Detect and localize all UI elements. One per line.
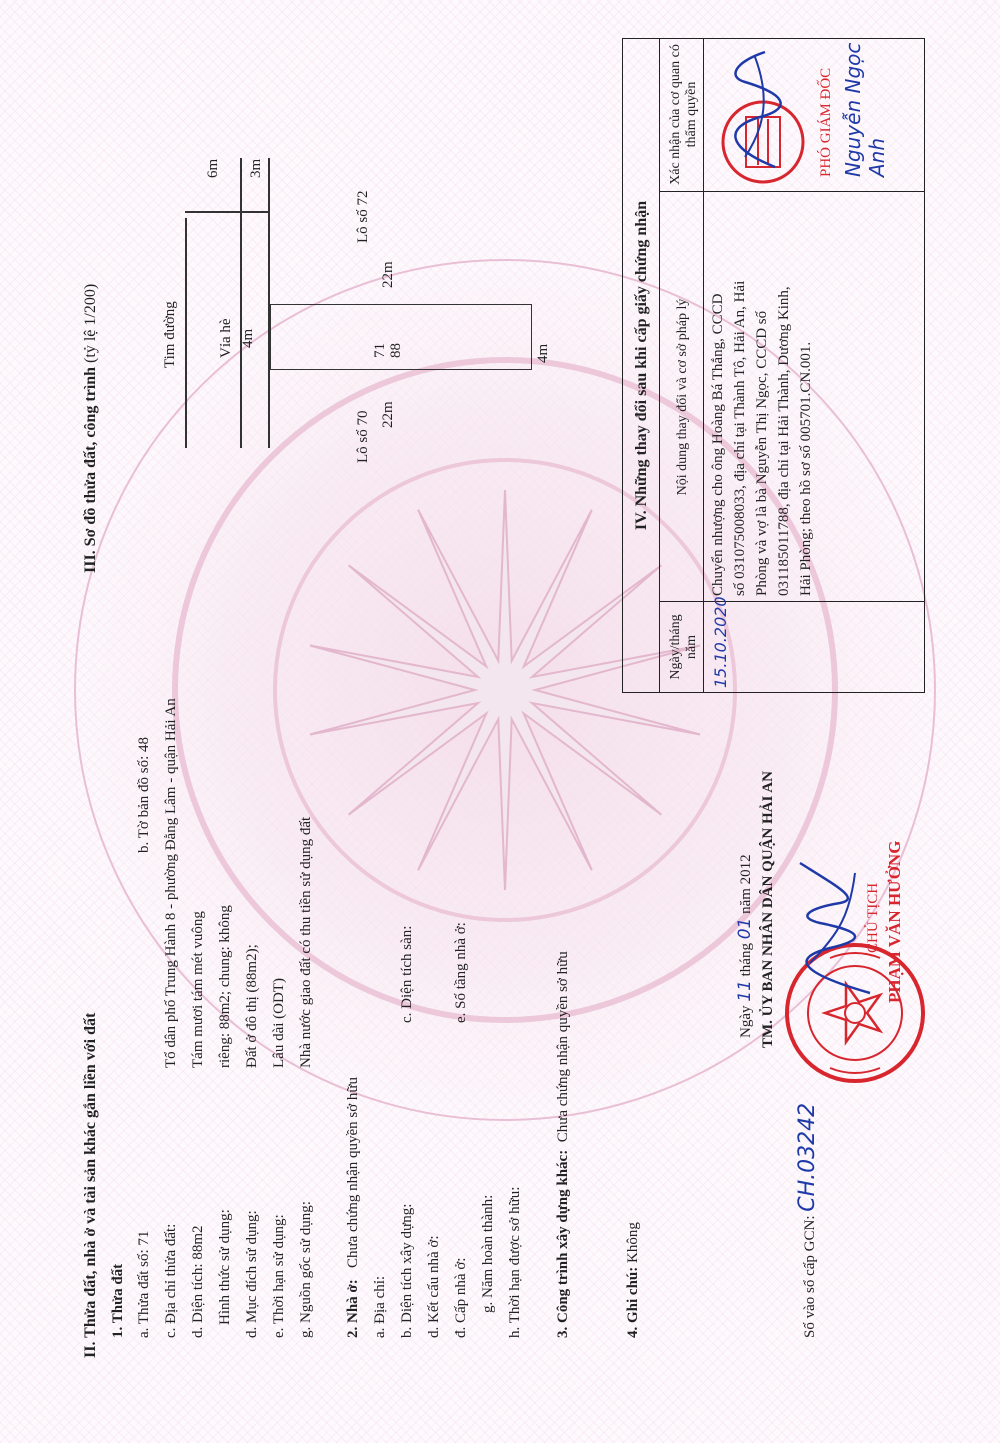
road-center-line bbox=[185, 218, 187, 448]
change-content: Chuyển nhượng cho ông Hoàng Bá Thắng, CCCD số 031075008033, địa chỉ tại Thành Tô, Hải An, Hải Phòng và vợ là bà Nguyễn Thị Ngọc, CCCD số 031185011788, địa chỉ tại Hải Thành, Dương Kinh, Hải Phòng; theo hồ sơ số 005701.CN.001. bbox=[710, 280, 814, 596]
lot-id: 71 88 bbox=[372, 343, 404, 358]
road-label: Tim đường bbox=[162, 301, 178, 368]
completion-year-label: g. Năm hoàn thành: bbox=[480, 1194, 496, 1313]
col-confirm-header: Xác nhận của cơ quan có thẩm quyền bbox=[668, 44, 699, 185]
use-form-value: riêng: 88m2; chung: không bbox=[217, 905, 233, 1068]
house-heading: 2. Nhà ở: Chưa chứng nhận quyền sở hữu bbox=[345, 1076, 361, 1338]
issue-date: Ngày 11 tháng 01 năm 2012 bbox=[735, 854, 755, 1038]
structure-label: d. Kết cấu nhà ở: bbox=[426, 1235, 442, 1338]
address-label: c. Địa chỉ thửa đất: bbox=[163, 1223, 179, 1338]
col-date-header: Ngày/tháng năm bbox=[668, 614, 699, 680]
lot-71-outline bbox=[270, 304, 532, 370]
origin-value: Nhà nước giao đất có thu tiền sử dụng đất bbox=[298, 816, 314, 1068]
parcel-diagram bbox=[140, 63, 551, 543]
deputy-director-name: Nguyễn Ngọc Anh bbox=[841, 42, 889, 177]
col-content-header: Nội dung thay đổi và cơ sở pháp lý bbox=[675, 298, 690, 496]
floors-label: e. Số tầng nhà ở: bbox=[453, 922, 469, 1023]
ownership-term-label: h. Thời hạn được sở hữu: bbox=[507, 1186, 523, 1338]
grade-label: đ. Cấp nhà ở: bbox=[453, 1257, 469, 1338]
use-form-label: Hình thức sử dụng: bbox=[217, 1209, 233, 1325]
chairman-name: PHẠM VĂN HƯỞNG bbox=[885, 840, 904, 1003]
road-width: 6m bbox=[205, 158, 221, 178]
sidewalk-width: 4m bbox=[240, 328, 256, 348]
map-sheet-number: b. Tờ bản đồ số: 48 bbox=[136, 737, 152, 853]
register-number: Số vào sổ cấp GCN: CH.03242 bbox=[795, 1102, 820, 1338]
lot-left-length: 22m bbox=[380, 401, 396, 428]
section-ii-title: II. Thửa đất, nhà ở và tài sản khác gắn liền với đất bbox=[82, 1012, 99, 1358]
sidewalk-dim-line bbox=[240, 212, 270, 214]
term-value: Lâu dài (ODT) bbox=[271, 978, 287, 1068]
chairman-title: CHỦ TỊCH bbox=[865, 882, 881, 953]
floor-area-label: c. Diện tích sàn: bbox=[399, 925, 415, 1023]
sidewalk-line bbox=[240, 158, 242, 448]
purpose-value: Đất ở đô thị (88m2); bbox=[244, 944, 260, 1068]
section-iii-title: III. Sơ đồ thửa đất, công trình (tỷ lệ 1/200) bbox=[82, 283, 99, 573]
other-construction: 3. Công trình xây dựng khác: Chưa chứng nhận quyền sở hữu bbox=[555, 951, 571, 1338]
construction-area-label: b. Diện tích xây dựng: bbox=[399, 1203, 415, 1338]
section-iv-title: IV. Những thay đổi sau khi cấp giấy chứng nhận bbox=[623, 39, 660, 692]
sidewalk-offset: 3m bbox=[248, 158, 264, 178]
neighbor-lot-72: Lô số 72 bbox=[355, 190, 371, 243]
lot-right-length: 22m bbox=[380, 261, 396, 288]
area-label: d. Diện tích: 88m2 bbox=[190, 1225, 206, 1338]
house-address-label: a. Địa chỉ: bbox=[372, 1275, 388, 1338]
address-value: Tổ dân phố Trung Hành 8 - phường Đằng Lâm - quận Hải An bbox=[163, 698, 179, 1068]
changes-table bbox=[622, 38, 925, 693]
parcel-number: a. Thửa đất số: 71 bbox=[136, 1230, 152, 1338]
sidewalk-label: Vỉa hè bbox=[218, 318, 234, 358]
neighbor-lot-70: Lô số 70 bbox=[355, 410, 371, 463]
lot-front-line bbox=[268, 158, 270, 448]
issuing-authority: TM. ỦY BAN NHÂN DÂN QUẬN HẢI AN bbox=[760, 771, 776, 1048]
area-words: Tám mươi tám mét vuông bbox=[190, 911, 206, 1068]
notes: 4. Ghi chú: Không bbox=[625, 1222, 641, 1338]
deputy-director-title: PHÓ GIÁM ĐỐC bbox=[818, 67, 834, 177]
term-label: e. Thời hạn sử dụng: bbox=[271, 1214, 287, 1338]
lot-back-width: 4m bbox=[535, 343, 551, 363]
road-width-line bbox=[185, 212, 240, 214]
parcel-heading: 1. Thửa đất bbox=[110, 1263, 126, 1338]
director-signature-icon bbox=[715, 47, 805, 177]
purpose-label: d. Mục đích sử dụng: bbox=[244, 1210, 260, 1338]
change-date: 15.10.2020 bbox=[711, 596, 730, 688]
origin-label: g. Nguồn gốc sử dụng: bbox=[298, 1201, 314, 1338]
